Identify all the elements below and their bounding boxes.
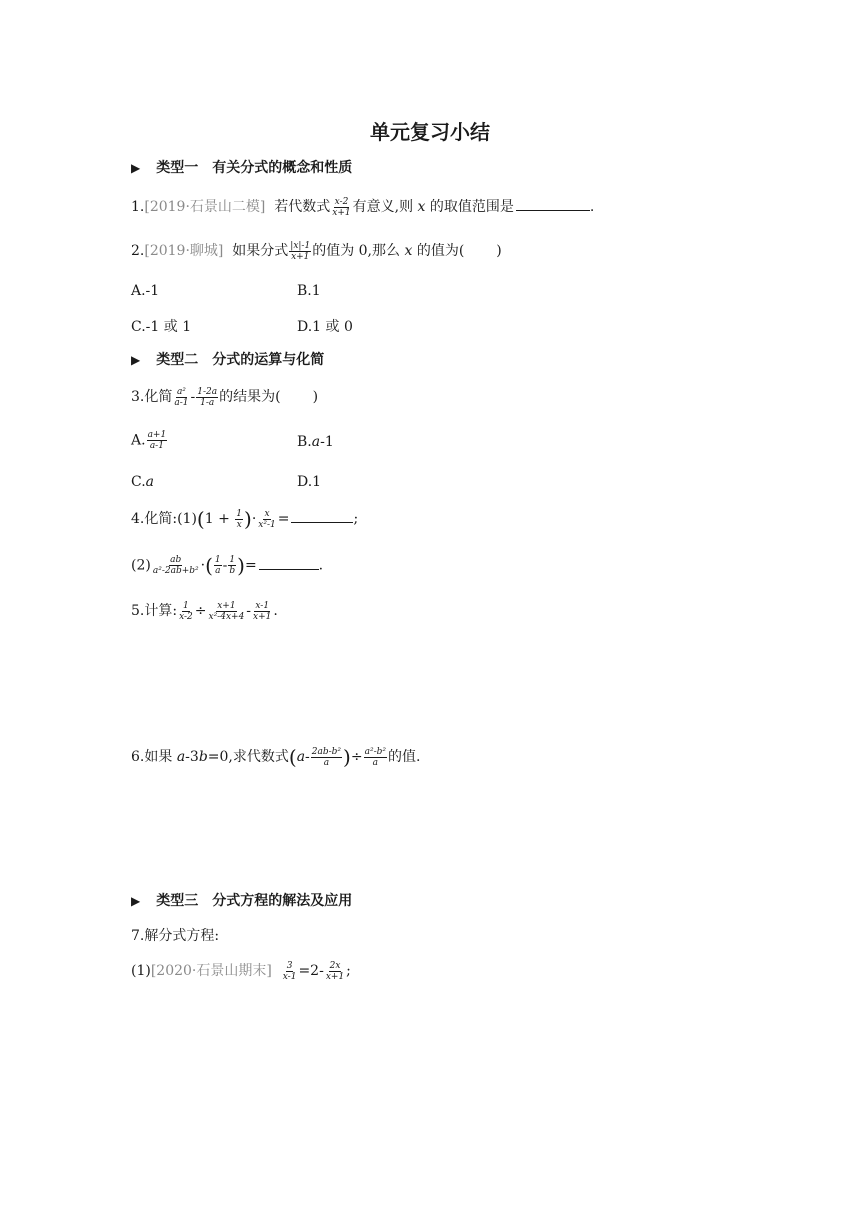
question-5: [131, 600, 278, 622]
section-label: 类型三: [156, 893, 199, 909]
triangle-marker-icon: ▶: [131, 894, 141, 908]
option-c[interactable]: C.-1 或 1: [131, 319, 192, 335]
fraction: $\frac{3}{x-1}$: [282, 960, 297, 982]
question-text: 如果分式: [232, 243, 289, 259]
punctuation: ;: [346, 963, 351, 979]
question-text: =0,求代数式: [207, 749, 289, 765]
variable: x: [404, 243, 413, 259]
punctuation: .: [589, 199, 595, 215]
option-prefix: C.: [131, 474, 146, 490]
question-1: [131, 196, 594, 218]
operator: ÷: [194, 603, 207, 619]
question-text: 5.计算:: [131, 603, 178, 619]
fraction: $\frac{a+1}{a-1}$: [147, 430, 167, 451]
operator: =: [244, 557, 257, 574]
variable: a: [176, 749, 186, 765]
expression: =2-: [298, 963, 324, 979]
fraction: $\frac{1-2a}{1-a}$: [197, 386, 218, 408]
question-text: 6.如果: [131, 749, 173, 765]
variable: a: [145, 474, 155, 490]
question-text: 的值为(: [416, 243, 465, 259]
fraction: $\frac{x}{\text{x²-1}}$: [258, 508, 276, 530]
option-text: -1: [320, 434, 334, 450]
question-source: [2019·聊城]: [144, 243, 224, 259]
section-heading-2: [131, 349, 324, 369]
fraction: $\frac{1}{x-2}$: [179, 600, 193, 622]
section-label: 类型一: [156, 160, 199, 176]
answer-blank[interactable]: [516, 209, 590, 211]
option-b[interactable]: [297, 434, 334, 450]
section-title: 有关分式的概念和性质: [212, 160, 353, 176]
expression: -3: [185, 749, 199, 765]
question-text: 4.化简:(1): [131, 511, 197, 527]
variable: b: [198, 749, 208, 765]
question-6: 6.如果 a-3b=0,求代数式(a- $\frac{\text{2ab-b²}}{a}$ )÷ $\frac{\text{a²-b²}}{a}$ 的值.: [131, 745, 421, 769]
question-source: [2019·石景山二模]: [144, 199, 266, 215]
option-a[interactable]: A.-1: [131, 283, 160, 299]
operator: -: [190, 389, 196, 405]
question-3: [131, 386, 318, 408]
operator: ÷: [350, 749, 363, 765]
variable: x: [417, 199, 426, 215]
punctuation: .: [273, 603, 278, 619]
question-7-part-1: [131, 960, 351, 982]
question-7-stem: 7.解分式方程:: [131, 928, 220, 944]
punctuation: .: [318, 557, 324, 574]
punctuation: ): [496, 243, 502, 259]
fraction: $\frac{|x|-1}{x+1}$: [290, 240, 311, 262]
expression: 1 +: [204, 511, 235, 527]
operator: -: [246, 603, 252, 619]
question-text: (1): [131, 963, 151, 979]
question-4-part-1: 4.化简:(1)(1 + $\frac{1}{x}$ )· $\frac{x}{\text{x²-1}}$ = ;: [131, 507, 359, 531]
operator: ·: [251, 511, 257, 527]
option-d[interactable]: D.1 或 0: [297, 319, 353, 335]
fraction: $\frac{\text{2ab-b²}}{a}$: [311, 746, 342, 768]
question-number: 2.: [131, 243, 145, 259]
operator: -: [305, 749, 310, 765]
question-number: 1.: [131, 199, 145, 215]
page-title: 单元复习小结: [370, 120, 490, 144]
fraction: $\frac{1}{x}$: [236, 508, 242, 530]
fraction: $\frac{ab}{\text{a²-2ab+b²}}$: [152, 555, 199, 576]
fraction: $\frac{2x}{x+1}$: [325, 960, 345, 982]
fraction: $\frac{x-1}{x+1}$: [253, 600, 272, 622]
section-title: 分式的运算与化简: [212, 352, 325, 368]
question-text: (2): [131, 557, 151, 574]
section-heading-1: [131, 157, 352, 177]
question-source: [2020·石景山期末]: [150, 963, 272, 979]
section-heading-3: [131, 890, 352, 910]
question-4-part-2: (2) $\frac{ab}{\text{a²-2ab+b²}}$ ·( $\frac{1}{a}$ - $\frac{1}{b}$ )= .: [131, 553, 324, 578]
operator: -: [222, 557, 228, 574]
question-2: [131, 240, 502, 262]
question-text: 的取值范围是: [429, 199, 514, 215]
variable: a: [296, 749, 306, 765]
question-number: 3.化简: [131, 389, 173, 405]
fraction: $\frac{\text{a²-b²}}{a}$: [364, 746, 386, 768]
fraction: $\frac{x+1}{\text{x²-4x+4}}$: [208, 600, 245, 622]
punctuation: ;: [353, 511, 359, 527]
question-text: 的值.: [387, 749, 421, 765]
option-b[interactable]: B.1: [297, 283, 321, 299]
variable: a: [311, 434, 321, 450]
question-text: 有意义,则: [352, 199, 414, 215]
question-text: 若代数式: [274, 199, 331, 215]
section-label: 类型二: [156, 352, 199, 368]
triangle-marker-icon: ▶: [131, 161, 141, 175]
question-text: 的结果为(: [219, 389, 281, 405]
question-text: 的值为 0,那么: [312, 243, 401, 259]
answer-blank[interactable]: [291, 521, 353, 523]
operator: =: [277, 511, 290, 527]
answer-blank[interactable]: [259, 568, 319, 570]
operator: ·: [200, 557, 206, 574]
triangle-marker-icon: ▶: [131, 353, 141, 367]
punctuation: ): [312, 389, 319, 405]
option-c[interactable]: [131, 474, 154, 490]
section-title: 分式方程的解法及应用: [212, 893, 353, 909]
option-d[interactable]: D.1: [297, 474, 322, 490]
fraction: $\frac{1}{a}$: [214, 555, 221, 576]
fraction: $\frac{x-2}{x+1}$: [332, 196, 351, 218]
fraction: $\frac{1}{b}$: [229, 555, 236, 576]
fraction: $\frac{\text{a²}}{a-1}$: [174, 386, 189, 408]
option-prefix: B.: [297, 434, 312, 450]
option-prefix: A.: [131, 432, 146, 449]
option-a[interactable]: [131, 430, 168, 451]
